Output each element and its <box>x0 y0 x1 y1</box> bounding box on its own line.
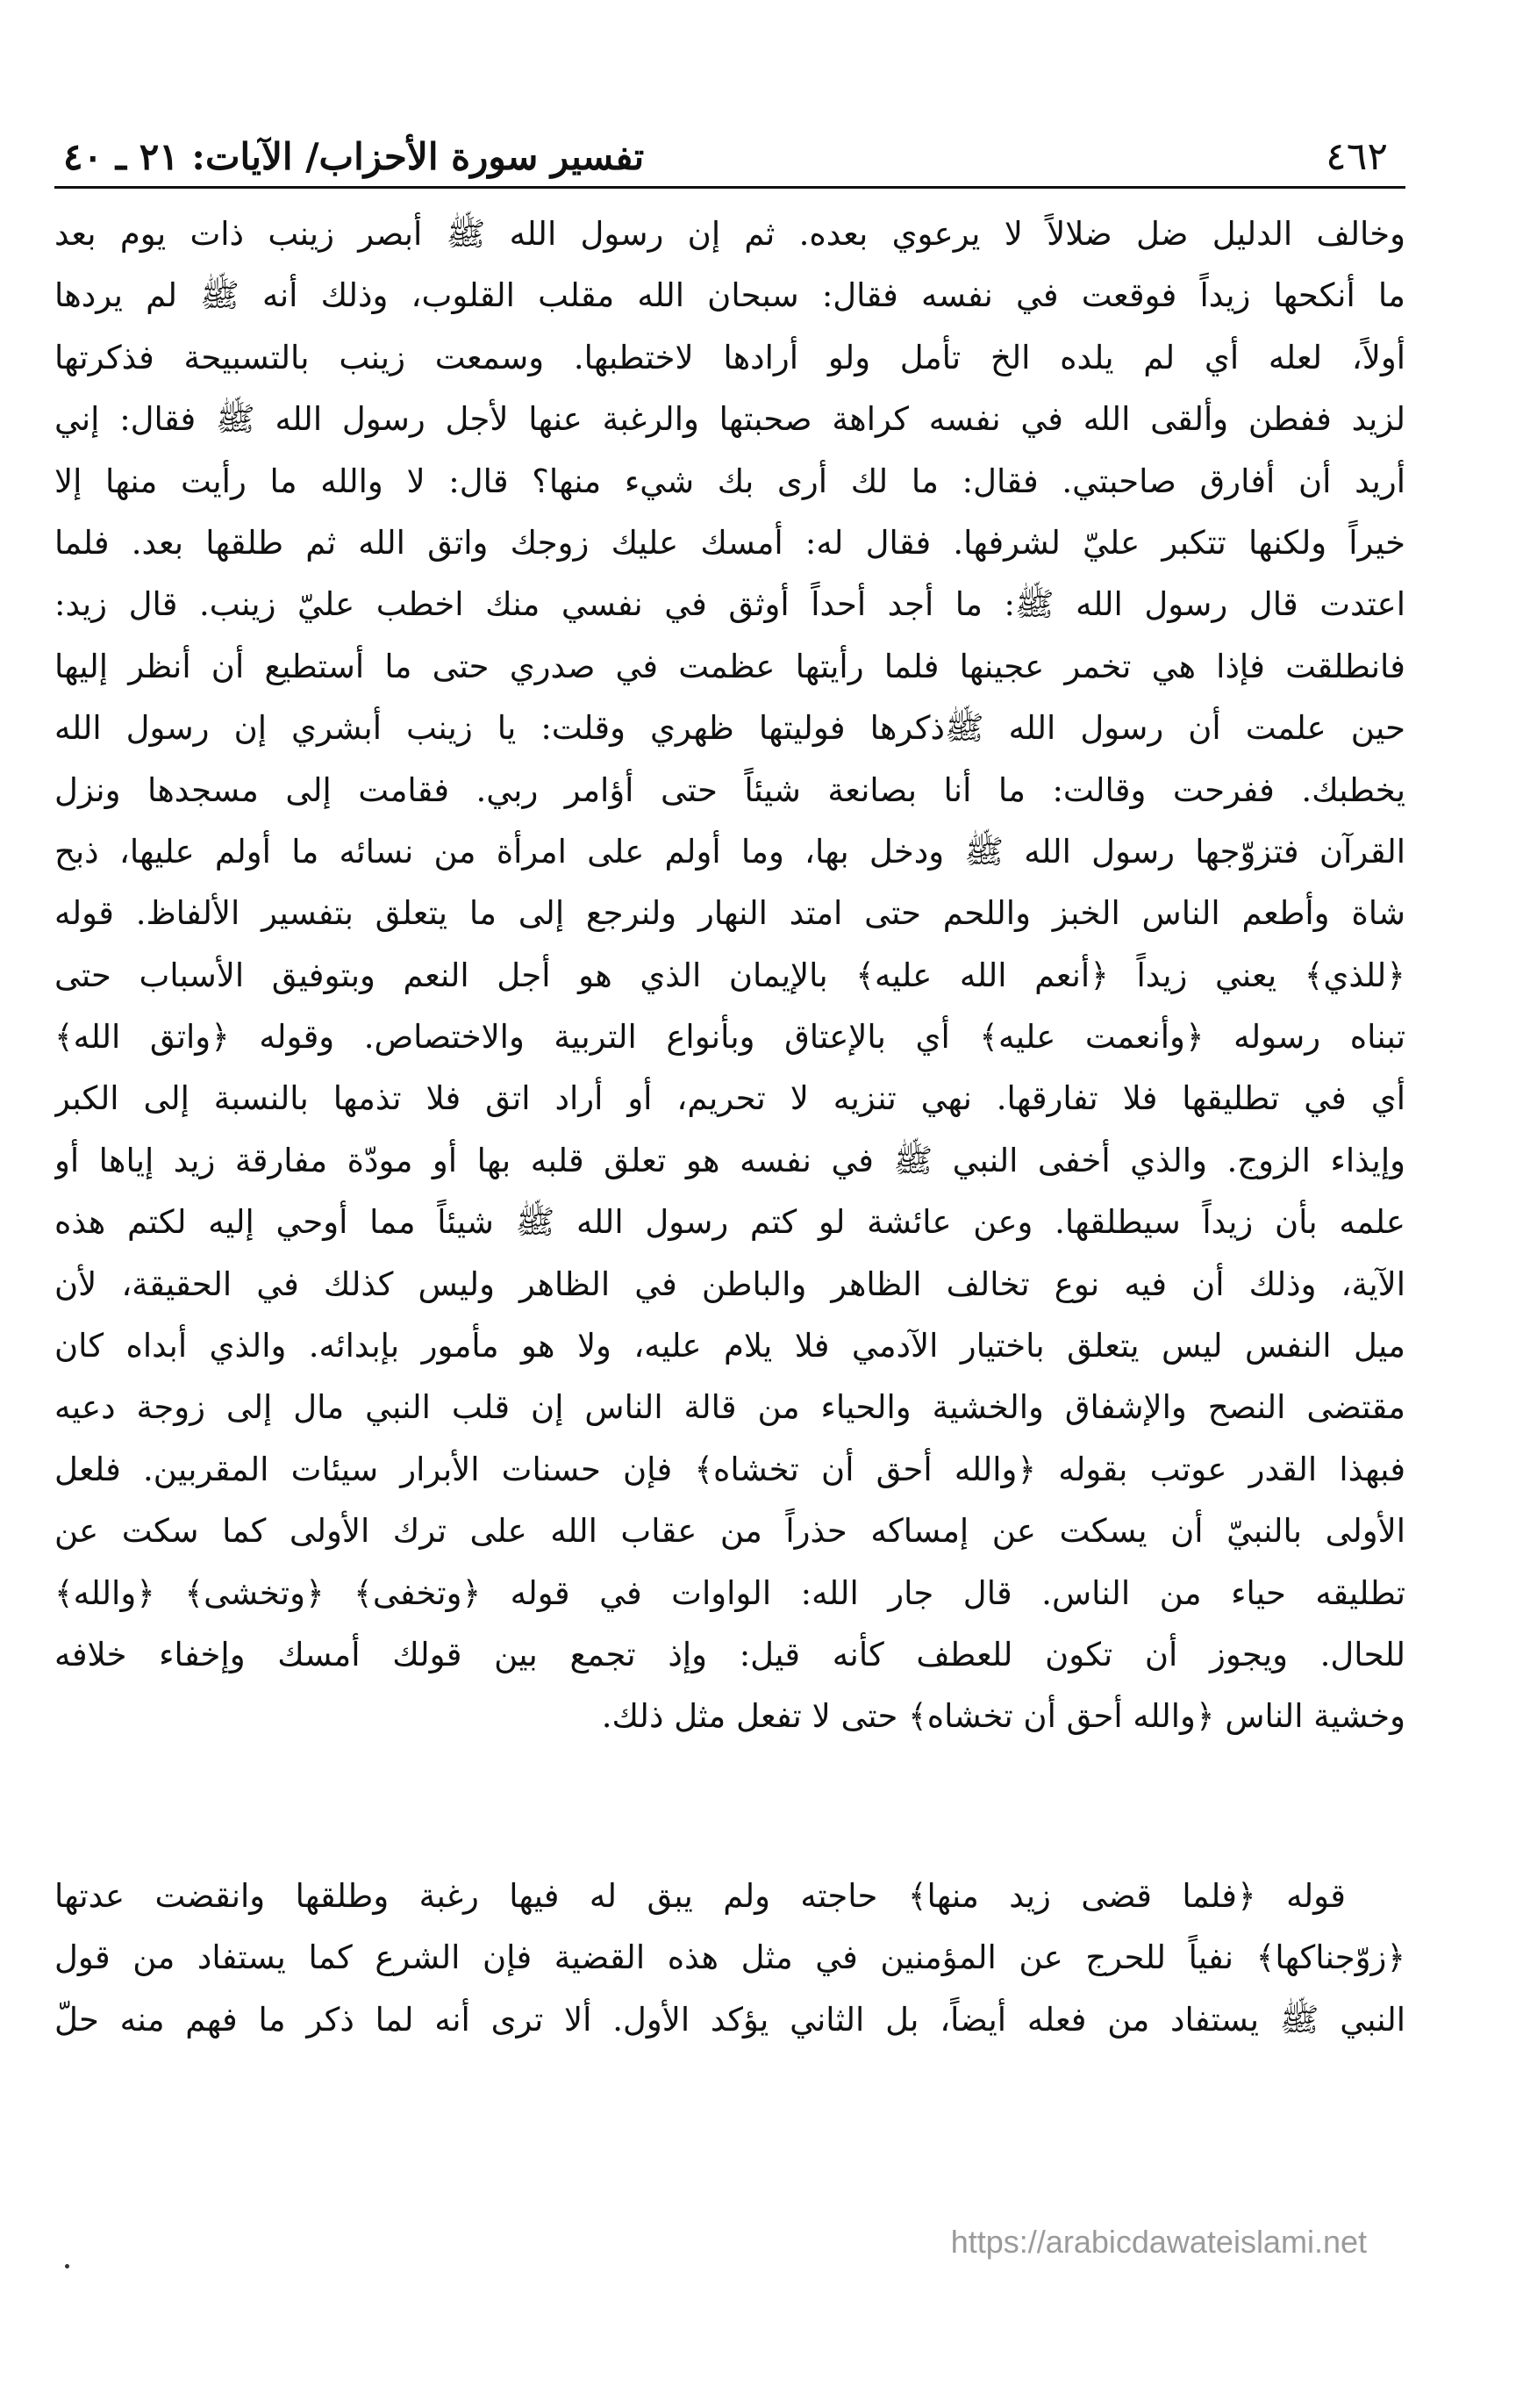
text-line: الآية، وذلك أن فيه نوع تخالف الظاهر والباطن في الظاهر وليس كذلك في الحقيقة، لأن <box>54 1265 1405 1303</box>
text-line: لزيد ففطن وألقى الله في نفسه كراهة صحبتها والرغبة عنها لأجل رسول الله ﷺ فقال: إني <box>54 400 1405 439</box>
page-header <box>54 132 1405 189</box>
scan-speck <box>65 2264 69 2268</box>
text-line: تطليقه حياء من الناس. قال جار الله: الواوات في قوله ﴿وتخفى﴾ ﴿وتخشى﴾ ﴿والله﴾ <box>54 1573 1405 1612</box>
text-line: فبهذا القدر عوتب بقوله ﴿والله أحق أن تخشاه﴾ فإن حسنات الأبرار سيئات المقربين. فلعل <box>54 1450 1405 1488</box>
text-line: القرآن فتزوّجها رسول الله ﷺ ودخل بها، وما أولم على امرأة من نسائه ما أولم عليها، ذبح <box>54 832 1405 871</box>
text-line: علمه بأن زيداً سيطلقها. وعن عائشة لو كتم رسول الله ﷺ شيئاً مما أوحي إليه لكتم هذه <box>54 1203 1405 1242</box>
text-line: ﴿زوّجناكها﴾ نفياً للحرج عن المؤمنين في مثل هذه القضية فإن الشرع كما يستفاد من قول <box>54 1939 1405 1977</box>
text-line: للحال. ويجوز أن تكون للعطف كأنه قيل: وإذ تجمع بين قولك أمسك وإخفاء خلافه <box>54 1635 1405 1673</box>
paragraph-1 <box>54 204 1405 1748</box>
text-line: وخالف الدليل ضل ضلالاً لا يرعوي بعده. ثم إن رسول الله ﷺ أبصر زينب ذات يوم بعد <box>54 215 1405 253</box>
paragraph-gap <box>54 1748 1405 1866</box>
paragraph-2 <box>54 1866 1405 2051</box>
text-line: النبي ﷺ يستفاد من فعله أيضاً، بل الثاني يؤكد الأول. ألا ترى أنه لما ذكر ما فهم منه حلّ <box>54 2000 1405 2039</box>
text-line: حين علمت أن رسول الله ﷺذكرها فوليتها ظهري وقلت: يا زينب أبشري إن رسول الله <box>54 709 1405 748</box>
text-line: وخشية الناس ﴿والله أحق أن تخشاه﴾ حتى لا تفعل مثل ذلك. <box>601 1697 1405 1736</box>
running-title: تفسير سورة الأحزاب/ الآيات: ٢١ ـ ٤٠ <box>63 135 645 178</box>
text-line: أريد أن أفارق صاحبتي. فقال: ما لك أرى بك شيء منها؟ قال: لا والله ما رأيت منها إلا <box>54 462 1405 500</box>
text-line: تبناه رسوله ﴿وأنعمت عليه﴾ أي بالإعتاق وبأنواع التربية والاختصاص. وقوله ﴿واتق الله﴾ <box>54 1018 1405 1057</box>
text-line: يخطبك. ففرحت وقالت: ما أنا بصانعة شيئاً حتى أؤامر ربي. فقامت إلى مسجدها ونزل <box>54 770 1405 809</box>
page-number: ٤٦٢ <box>1326 134 1388 179</box>
text-line: مقتضى النصح والإشفاق والخشية والحياء من قالة الناس إن قلب النبي مال إلى زوجة دعيه <box>54 1388 1405 1427</box>
text-line: شاة وأطعم الناس الخبز واللحم حتى امتد النهار ولنرجع إلى ما يتعلق بتفسير الألفاظ. قوله <box>54 894 1405 933</box>
text-line: أولاً، لعله أي لم يلده الخ تأمل ولو أرادها لاختطبها. وسمعت زينب بالتسبيحة فذكرتها <box>54 338 1405 376</box>
text-line: وإيذاء الزوج. والذي أخفى النبي ﷺ في نفسه هو تعلق قلبه بها أو مودّة مفارقة زيد إياها أو <box>54 1141 1405 1179</box>
text-line: ﴿للذي﴾ يعني زيداً ﴿أنعم الله عليه﴾ بالإيمان الذي هو أجل النعم وبتوفيق الأسباب حتى <box>54 956 1405 994</box>
text-line: الأولى بالنبيّ أن يسكت عن إمساكه حذراً من عقاب الله على ترك الأولى كما سكت عن <box>54 1512 1405 1551</box>
watermark-link[interactable]: https://arabicdawateislami.net <box>950 2224 1367 2260</box>
body-text <box>54 204 1405 2051</box>
text-line: ما أنكحها زيداً فوقعت في نفسه فقال: سبحان الله مقلب القلوب، وذلك أنه ﷺ لم يردها <box>54 276 1405 315</box>
text-line: اعتدت قال رسول الله ﷺ: ما أجد أحداً أوثق في نفسي منك اخطب عليّ زينب. قال زيد: <box>54 585 1405 624</box>
text-line: أي في تطليقها فلا تفارقها. نهي تنزيه لا تحريم، أو أراد اتق فلا تذمها بالنسبة إلى الكبر <box>54 1079 1405 1118</box>
text-line: فانطلقت فإذا هي تخمر عجينها فلما رأيتها عظمت في صدري حتى ما أستطيع أن أنظر إليها <box>54 647 1405 685</box>
text-line: ميل النفس ليس يتعلق باختيار الآدمي فلا يلام عليه، ولا هو مأمور بإبدائه. والذي أبداه كان <box>54 1327 1405 1365</box>
text-line: خيراً ولكنها تتكبر عليّ لشرفها. فقال له: أمسك عليك زوجك واتق الله ثم طلقها بعد. فلما <box>54 523 1405 562</box>
text-line: قوله ﴿فلما قضى زيد منها﴾ حاجته ولم يبق له فيها رغبة وطلقها وانقضت عدتها <box>54 1876 1346 1915</box>
